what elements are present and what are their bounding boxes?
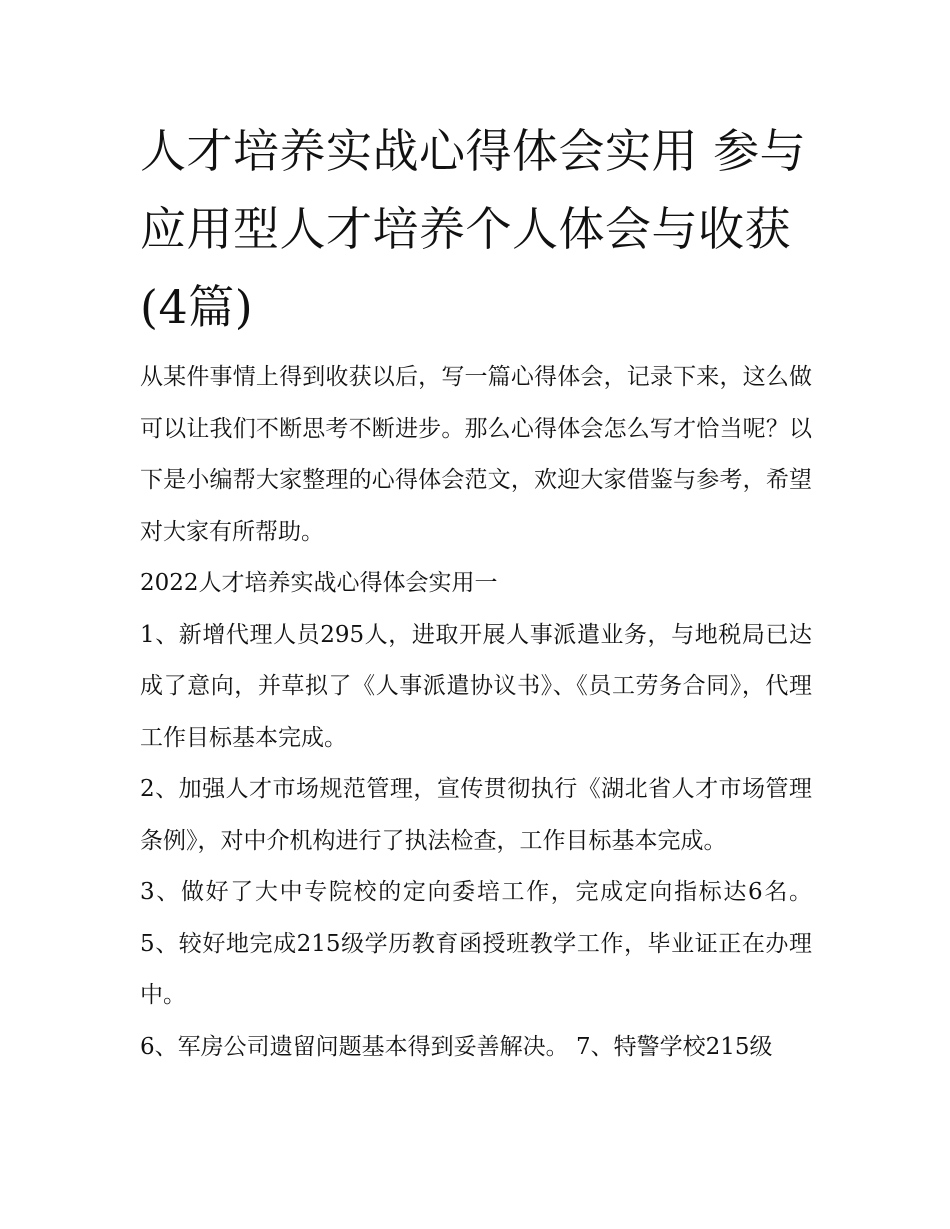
section-heading: 2022人才培养实战心得体会实用一 — [140, 570, 498, 596]
list-item-6: 6、军房公司遗留问题基本得到妥善解决。 7、特警学校215级 — [140, 1033, 773, 1060]
paragraph-list — [140, 352, 812, 1073]
list-item-2: 2、加强人才市场规范管理，宣传贯彻执行《湖北省人才市场管理条例》，对中介机构进行了执法检查，工作目标基本完成。 — [140, 776, 812, 854]
document-title: 人才培养实战心得体会实用 参与应用型人才培养个人体会与收获(4篇) — [140, 124, 807, 334]
list-item-3: 3、做好了大中专院校的定向委培工作，完成定向指标达6名。 5、较好地完成215级学历教育函授班教学工作，毕业证正在办理中。 — [140, 879, 812, 1008]
document-body — [140, 112, 812, 1073]
intro-paragraph: 从某件事情上得到收获以后，写一篇心得体会，记录下来，这么做可以让我们不断思考不断进步。那么心得体会怎么写才恰当呢？以下是小编帮大家整理的心得体会范文，欢迎大家借鉴与参考，希望对大家有所帮助。 — [140, 364, 812, 545]
list-item-1: 1、新增代理人员295人，进取开展人事派遣业务，与地税局已达成了意向，并草拟了《人事派遣协议书》、《员工劳务合同》，代理工作目标基本完成。 — [140, 621, 812, 751]
